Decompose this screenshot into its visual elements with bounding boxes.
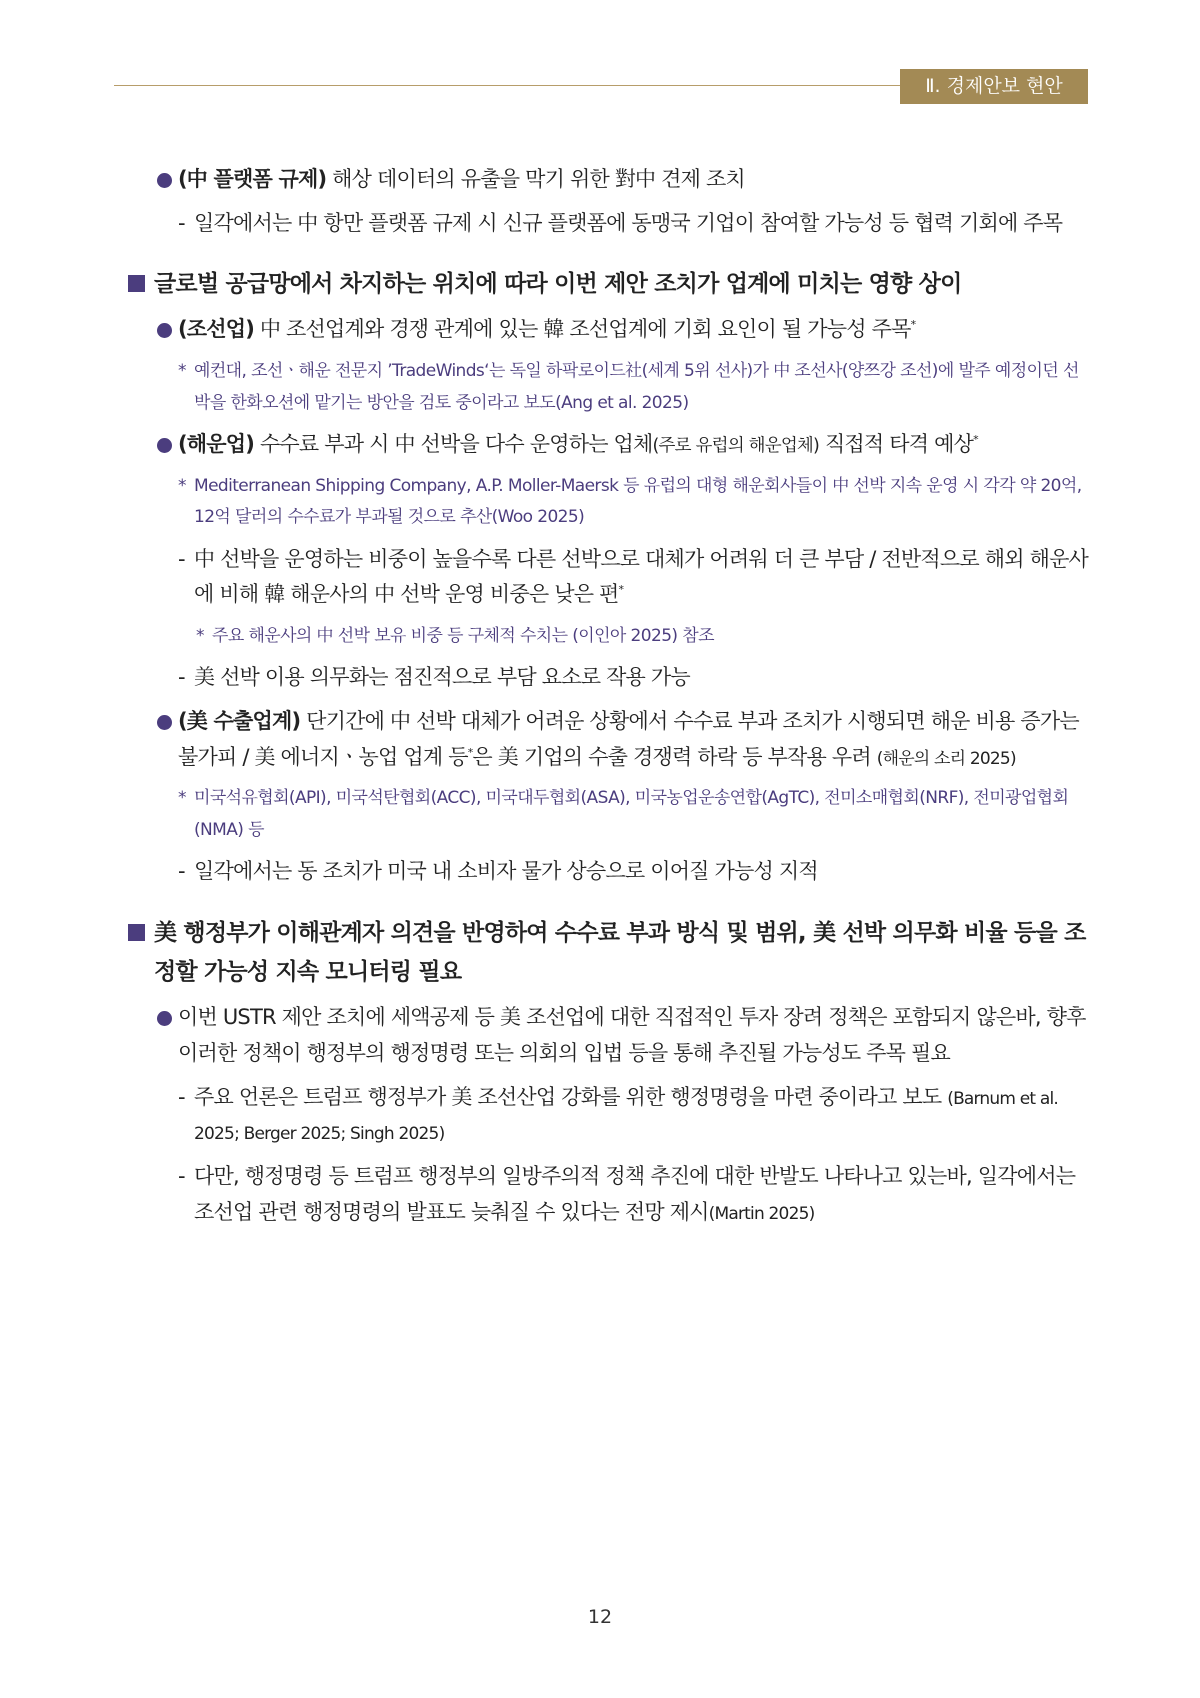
sub-item-ustr-1: - 주요 언론은 트럼프 행정부가 美 조선산업 강화를 위한 행정명령을 마련 중이라고 보도 (Barnum et al. 2025; Berger 2025; Singh 2025) [128, 1080, 1090, 1151]
asterisk-icon: * [196, 625, 204, 646]
section-heading-2: 美 행정부가 이해관계자 의견을 반영하여 수수료 부과 방식 및 범위, 美 선박 의무화 비율 등을 조정할 가능성 지속 모니터링 필요 [128, 914, 1090, 992]
bullet-dot-icon [157, 323, 172, 338]
dash-icon: - [178, 859, 185, 884]
square-bullet-icon [128, 275, 145, 292]
bullet-export: (美 수출업계) 단기간에 中 선박 대체가 어려운 상황에서 수수료 부과 조치가 시행되면 해운 비용 증가는 불가피 / 美 에너지ㆍ농업 업계 등*은 美 기업의 수출 경쟁력 하락 등 부작용 우려 (해운의 소리 2025) [128, 704, 1090, 775]
bullet-ustr: 이번 USTR 제안 조치에 세액공제 등 美 조선업에 대한 직접적인 투자 장려 정책은 포함되지 않은바, 향후 이러한 정책이 행정부의 행정명령 또는 의회의 입법 등을 통해 추진될 가능성도 주목 필요 [128, 1000, 1090, 1071]
footnote-shipping: * Mediterranean Shipping Company, A.P. Moller-Maersk 등 유럽의 대형 해운회사들이 中 선박 지속 운영 시 각각 약 20억, 12억 달러의 수수료가 부과될 것으로 추산(Woo 2025) [128, 471, 1090, 534]
footnote-shipbuilding: * 예컨대, 조선ㆍ해운 전문지 ’TradeWinds‘는 독일 하팍로이드社(세계 5위 선사)가 中 조선사(양쯔강 조선)에 발주 예정이던 선박을 한화오션에 맡기는 방안을 검토 중이라고 보도(Ang et al. 2025) [128, 356, 1090, 419]
asterisk-icon: * [178, 788, 186, 809]
square-bullet-icon [128, 924, 145, 941]
dash-icon: - [178, 546, 185, 571]
sub-item-export: - 일각에서는 동 조치가 미국 내 소비자 물가 상승으로 이어질 가능성 지적 [128, 854, 1090, 890]
sub-item-shipping-1: - 中 선박을 운영하는 비중이 높을수록 다른 선박으로 대체가 어려워 더 큰 부담 / 전반적으로 해외 해운사에 비해 韓 해운사의 中 선박 운영 비중은 낮은 편* [128, 542, 1090, 613]
bullet-shipping: (해운업) 수수료 부과 시 中 선박을 다수 운영하는 업체(주로 유럽의 해운업체) 직접적 타격 예상* [128, 427, 1090, 463]
sub-item-platform: - 일각에서는 中 항만 플랫폼 규제 시 신규 플랫폼에 동맹국 기업이 참여할 가능성 등 협력 기회에 주목 [128, 206, 1090, 242]
bullet-dot-icon [157, 715, 172, 730]
bullet-dot-icon [157, 1011, 172, 1026]
dash-icon: - [178, 210, 185, 235]
asterisk-icon: * [178, 475, 186, 496]
bullet-platform: (中 플랫폼 규제) 해상 데이터의 유출을 막기 위한 對中 견제 조치 [128, 162, 1090, 198]
dash-icon: - [178, 1084, 185, 1109]
footnote-export: * 미국석유협회(API), 미국석탄협회(ACC), 미국대두협회(ASA), 미국농업운송연합(AgTC), 전미소매협회(NRF), 전미광업협회(NMA) 등 [128, 783, 1090, 846]
header-rule [114, 85, 904, 86]
section-header-label: Ⅱ. 경제안보 현안 [900, 69, 1088, 104]
bullet-shipbuilding: (조선업) 中 조선업계와 경쟁 관계에 있는 韓 조선업계에 기회 요인이 될 가능성 주목* [128, 312, 1090, 348]
dash-icon: - [178, 665, 185, 690]
document-body [128, 162, 1090, 1230]
dash-icon: - [178, 1163, 185, 1188]
asterisk-icon: * [178, 361, 186, 382]
section-heading-1: 글로벌 공급망에서 차지하는 위치에 따라 이번 제안 조치가 업계에 미치는 영향 상이 [128, 265, 1090, 304]
bullet-dot-icon [157, 173, 172, 188]
footnote-shipping-share: * 주요 해운사의 中 선박 보유 비중 등 구체적 수치는 (이인아 2025) 참조 [128, 621, 1090, 652]
sub-item-shipping-2: - 美 선박 이용 의무화는 점진적으로 부담 요소로 작용 가능 [128, 660, 1090, 696]
page-number: 12 [587, 1606, 613, 1628]
sub-item-ustr-2: - 다만, 행정명령 등 트럼프 행정부의 일방주의적 정책 추진에 대한 반발도 나타나고 있는바, 일각에서는 조선업 관련 행정명령의 발표도 늦춰질 수 있다는 전망 제시(Martin 2025) [128, 1159, 1090, 1230]
bullet-dot-icon [157, 438, 172, 453]
